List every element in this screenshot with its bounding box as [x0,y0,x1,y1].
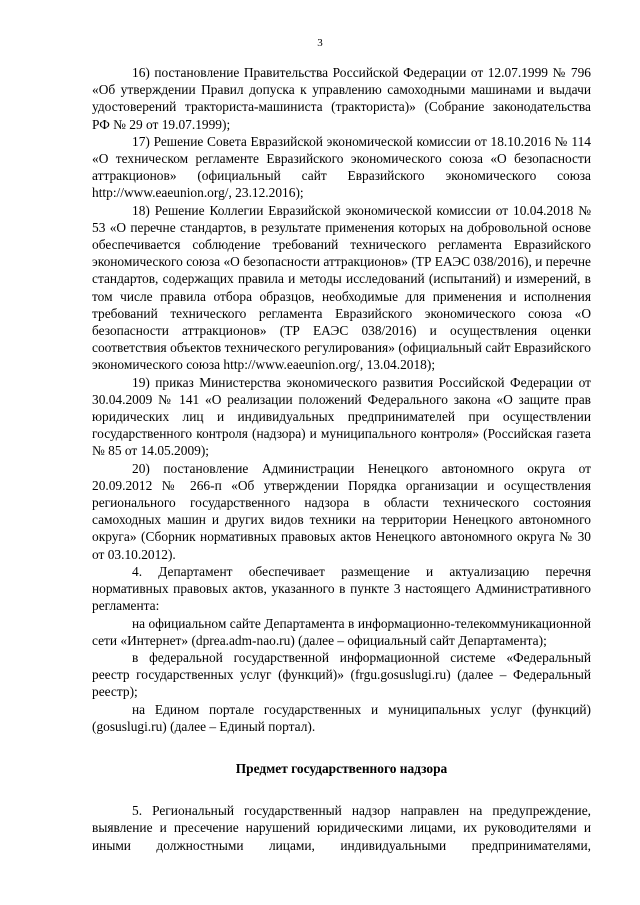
document-body [92,64,591,854]
paragraph-federal-registry: в федеральной государственной информационной системе «Федеральный реестр государственных услуг (функций)» (frgu.gosuslugi.ru) (далее – Федеральный реестр); [92,649,591,700]
paragraph-item-17: 17) Решение Совета Евразийской экономической комиссии от 18.10.2016 № 114 «О техническом регламенте Евразийского экономического союза «О безопасности аттракционов» (официальный сайт Евразийского экономического союза http://www.eaeunion.org/, 23.12.2016); [92,133,591,201]
paragraph-item-18: 18) Решение Коллегии Евразийской экономической комиссии от 10.04.2018 № 53 «О перечне стандартов, в результате применения которых на добровольной основе обеспечивается соблюдение требований технического регламента Евразийского экономического союза «О безопасности аттракционов» (ТР ЕАЭС 038/2016), и перечне стандартов, содержащих правила и методы исследований (испытаний) и измерений, в том числе правила отбора образцов, необходимые для применения и исполнения требований технического регламента Евразийского экономического союза «О безопасности аттракционов» (ТР ЕАЭС 038/2016) и осуществления оценки соответствия объектов технического регулирования» (официальный сайт Евразийского экономического союза http://www.eaeunion.org/, 13.04.2018); [92,202,591,373]
paragraph-item-20: 20) постановление Администрации Ненецкого автономного округа от 20.09.2012 № 266-п «Об утверждении Порядка организации и осуществления регионального государственного надзора в области технического состояния самоходных машин и других видов техники на территории Ненецкого автономного округа» (Сборник нормативных правовых актов Ненецкого автономного округа № 30 от 03.10.2012). [92,460,591,562]
paragraph-clause-4: 4. Департамент обеспечивает размещение и актуализацию перечня нормативных правовых актов, указанного в пункте 3 настоящего Административного регламента: [92,563,591,614]
paragraph-clause-5: 5. Региональный государственный надзор направлен на предупреждение, выявление и пресечение нарушений юридическими лицами, их руководителями и иными должностными лицами, индивидуальными предпринимателями, [92,803,591,853]
paragraph-item-19: 19) приказ Министерства экономического развития Российской Федерации от 30.04.2009 № 141 «О реализации положений Федерального закона «О защите прав юридических лиц и индивидуальных предпринимателей при осуществлении государственного контроля (надзора) и муниципального контроля» (Российская газета № 85 от 14.05.2009); [92,374,591,459]
paragraph-item-16: 16) постановление Правительства Российской Федерации от 12.07.1999 № 796 «Об утверждении Правил допуска к управлению самоходными машинами и выдачи удостоверений тракториста-машиниста (тракториста)» (Собрание законодательства РФ № 29 от 19.07.1999); [92,65,591,132]
paragraph-official-site: на официальном сайте Департамента в информационно-телекоммуникационной сети «Интернет» (dprea.adm-nao.ru) (далее – официальный сайт Департамента); [92,615,591,648]
section-heading: Предмет государственного надзора [235,760,448,776]
page-number: 3 [317,37,323,49]
paragraph-unified-portal: на Едином портале государственных и муниципальных услуг (функций) (gosuslugi.ru) (далее – Единый портал). [92,701,591,734]
